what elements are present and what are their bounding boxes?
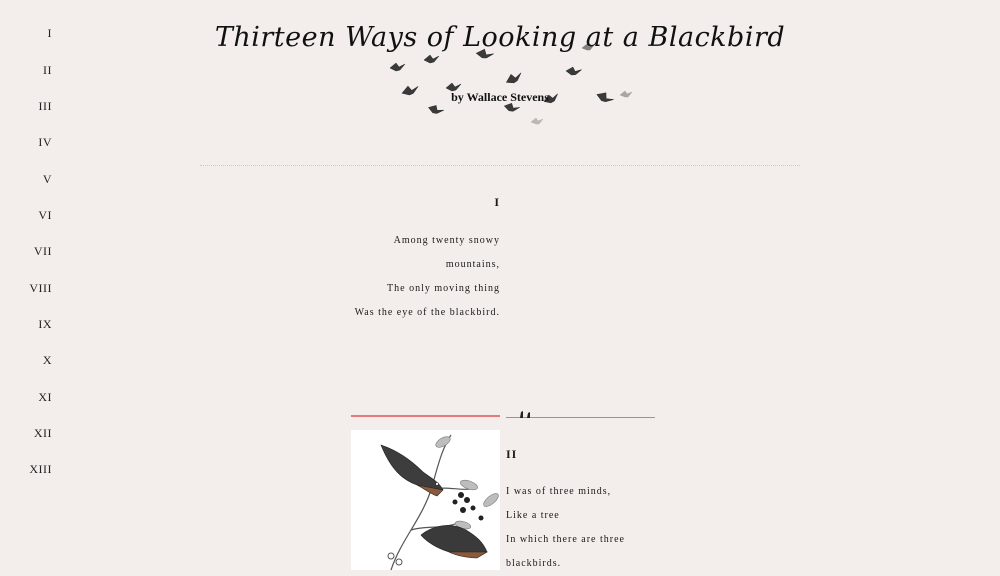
nav-item-stanza-8[interactable]: VIII [29,281,52,295]
nav-item-stanza-7[interactable]: VII [33,244,52,258]
blackbird-illustration [351,430,500,570]
stanza-1-line: Among twenty snowy [393,235,500,246]
nav-item-stanza-5[interactable]: V [42,172,52,186]
nav-item-stanza-1[interactable]: I [47,26,52,40]
nav-item-stanza-2[interactable]: II [43,63,52,77]
section-separator-accent [351,415,500,417]
stanza-2-line: In which there are three [506,534,625,545]
stanza-1-line: Was the eye of the blackbird. [354,307,500,318]
stanza-2-number: II [506,447,518,461]
nav-item-stanza-10[interactable]: X [42,353,52,367]
stanza-1-line: mountains, [445,259,500,270]
nav-item-stanza-11[interactable]: XI [38,390,52,404]
perched-birds-icon [518,410,534,420]
stanza-2-line: blackbirds. [506,558,562,569]
nav-item-stanza-4[interactable]: IV [38,135,52,149]
stanza-2-line: Like a tree [506,510,560,521]
nav-item-stanza-13[interactable]: XIII [29,462,52,476]
header-divider [200,165,800,166]
stanza-1-line: The only moving thing [387,283,500,294]
poem-author: by Wallace Stevens [451,90,549,104]
stanza-1-number: I [494,195,500,209]
poem-header [200,0,800,166]
nav-item-stanza-3[interactable]: III [38,99,52,113]
nav-item-stanza-12[interactable]: XII [33,426,52,440]
stanza-2-text [506,480,706,576]
stanza-1-text [300,229,500,325]
nav-item-stanza-6[interactable]: VI [38,208,52,222]
nav-item-stanza-9[interactable]: IX [38,317,52,331]
stanza-2-line: I was of three minds, [506,486,612,497]
blackbird-engraving [351,430,500,570]
poem-title: Thirteen Ways of Looking at a Blackbird [214,22,786,53]
